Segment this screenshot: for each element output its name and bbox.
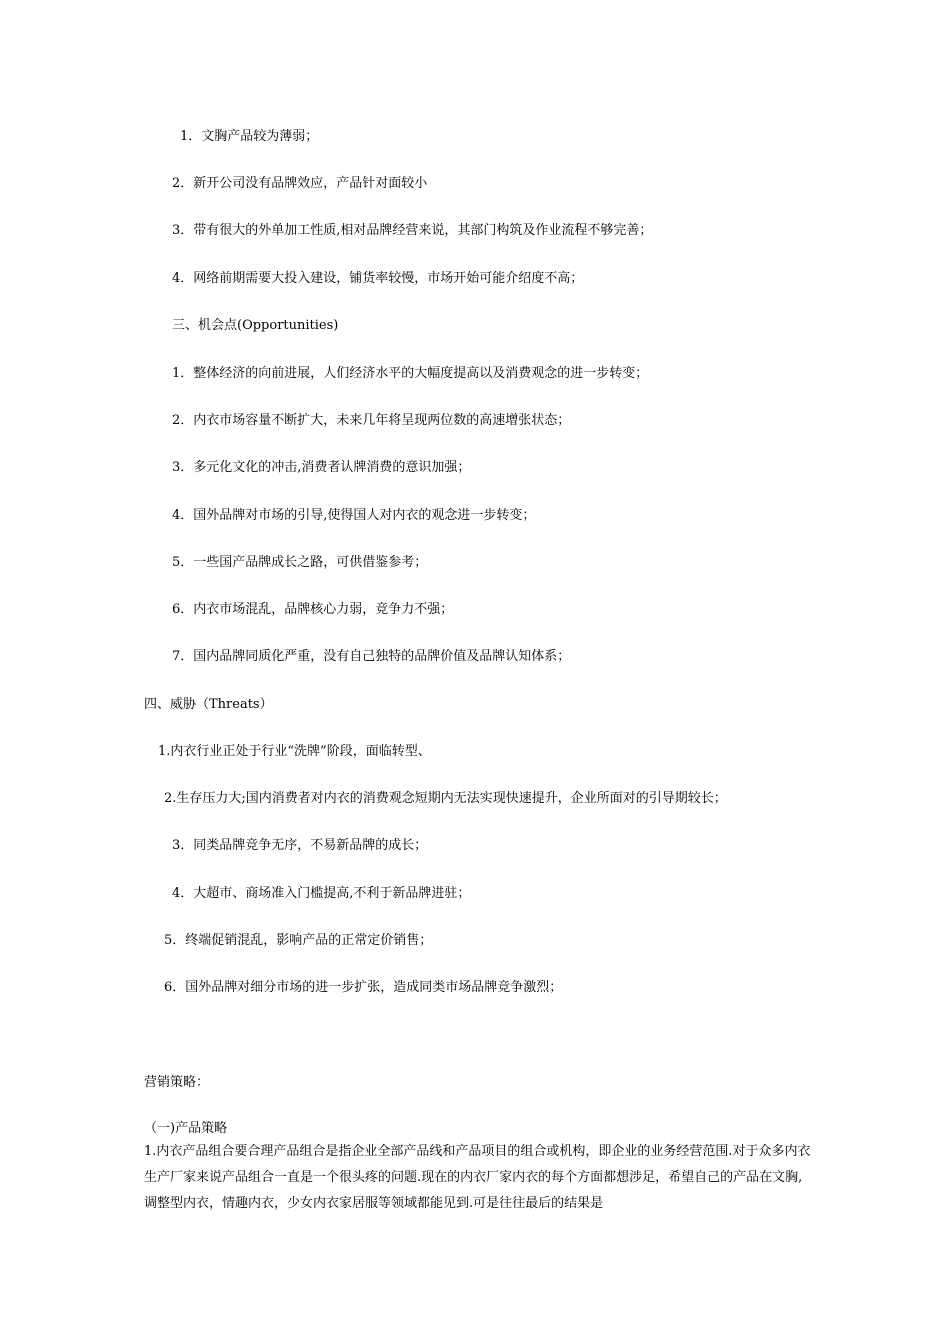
product-strategy-paragraph: 1.内衣产品组合要合理产品组合是指企业全部产品线和产品项目的组合或机构，即企业的业务经营范围.对于众多内衣生产厂家来说产品组合一直是一个很头疼的问题.现在的内衣厂家内衣的每个方面都想涉足，希望自己的产品在文胸,调整型内衣，情趣内衣，少女内衣家居服等领域都能见到.可是往往最后的结果是 (144, 1144, 811, 1211)
opportunity-item-1: 1．整体经济的向前进展，人们经济水平的大幅度提高以及消费观念的进一步转变； (172, 366, 649, 381)
threat-item-6: 6．国外品牌对细分市场的进一步扩张，造成同类市场品牌竞争激烈； (164, 980, 563, 995)
opportunity-item-3: 3．多元化文化的冲击,消费者认牌消费的意识加强； (172, 460, 471, 475)
weakness-item-3: 3．带有很大的外单加工性质,相对品牌经营来说，其部门构筑及作业流程不够完善； (172, 223, 653, 238)
threat-item-3: 3．同类品牌竞争无序，不易新品牌的成长； (172, 838, 428, 853)
threats-heading: 四、威胁（Threats） (144, 697, 273, 712)
opportunity-item-4: 4．国外品牌对市场的引导,使得国人对内衣的观念进一步转变； (172, 508, 536, 523)
threat-item-5: 5．终端促销混乱，影响产品的正常定价销售； (164, 933, 433, 948)
threat-item-1: 1.内衣行业正处于行业“洗牌”阶段，面临转型、 (158, 744, 431, 759)
product-strategy-subheading: （一)产品策略 (144, 1121, 228, 1136)
opportunity-item-5: 5．一些国产品牌成长之路，可供借鉴参考； (172, 555, 428, 570)
opportunity-item-6: 6．内衣市场混乱，品牌核心力弱，竞争力不强； (172, 602, 454, 617)
weakness-item-4: 4．网络前期需要大投入建设，铺货率较慢，市场开始可能介绍度不高； (172, 271, 584, 286)
threat-item-4: 4．大超市、商场准入门槛提高,不利于新品牌进驻； (172, 886, 471, 901)
opportunity-item-7: 7．国内品牌同质化严重，没有自己独特的品牌价值及品牌认知体系； (172, 649, 571, 664)
opportunities-heading: 三、机会点(Opportunities) (172, 318, 339, 333)
weakness-item-1: 1．文胸产品较为薄弱； (180, 129, 319, 144)
threat-item-2: 2.生存压力大;国内消费者对内衣的消费观念短期内无法实现快速提升，企业所面对的引导期较长； (164, 791, 727, 806)
strategy-heading: 营销策略： (144, 1075, 210, 1090)
opportunity-item-2: 2．内衣市场容量不断扩大，未来几年将呈现两位数的高速增张状态； (172, 413, 571, 428)
weakness-item-2: 2．新开公司没有品牌效应，产品针对面较小 (172, 176, 428, 191)
